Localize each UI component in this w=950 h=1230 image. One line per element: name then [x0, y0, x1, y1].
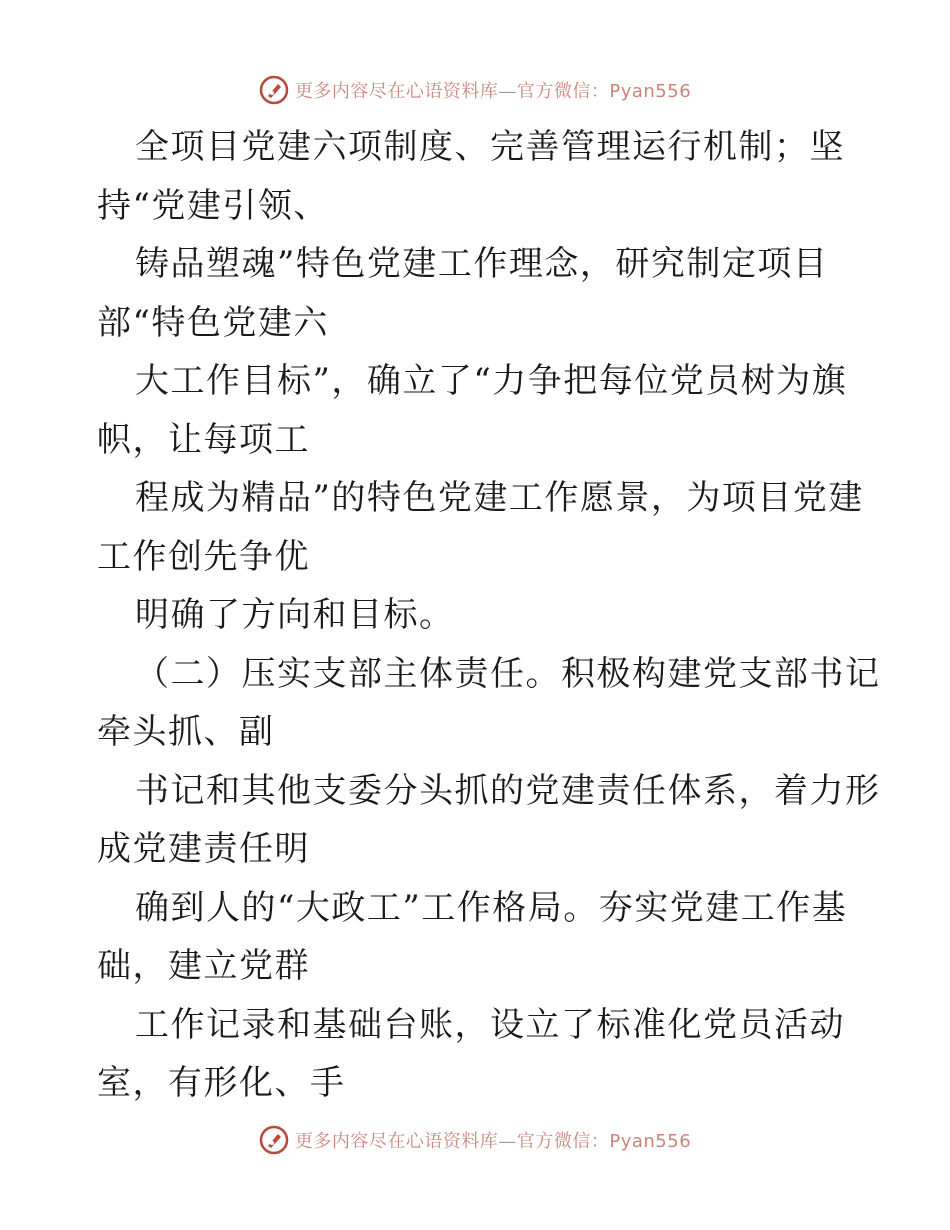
watermark-footer [0, 1120, 950, 1160]
document-body [97, 118, 881, 1113]
text-line: 全项目党建六项制度、完善管理运行机制；坚 [135, 127, 845, 167]
text-line: 牵头抓、副 [97, 712, 275, 752]
text-line: 工作记录和基础台账，设立了标准化党员活动 [135, 1004, 845, 1045]
pen-nib-logo-icon [259, 75, 289, 105]
text-line: 室，有形化、手 [97, 1063, 346, 1103]
pen-nib-logo-icon [259, 1125, 289, 1155]
text-line: 确到人的“大政工”工作格局。夯实党建工作基 [135, 887, 848, 928]
watermark-wechat-id: Pyan556 [609, 81, 692, 102]
watermark-text [295, 77, 691, 103]
text-line: 明确了方向和目标。 [135, 595, 455, 635]
text-line: 大工作目标”，确立了“力争把每位党员树为旗 [135, 361, 848, 401]
text-line: 程成为精品”的特色党建工作愿景，为项目党建 [135, 478, 864, 518]
watermark-wechat-id: Pyan556 [609, 1131, 692, 1152]
text-line: 部“特色党建六 [97, 302, 329, 343]
text-line: 成党建责任明 [97, 829, 310, 869]
text-line: 书记和其他支委分头抓的党建责任体系，着力形 [135, 770, 881, 811]
watermark-library: 更多内容尽在心语资料库 [294, 1131, 499, 1152]
watermark-text [295, 1127, 691, 1153]
text-line: 础，建立党群 [97, 946, 310, 986]
text-line: 铸品塑魂”特色党建工作理念，研究制定项目 [135, 244, 829, 284]
watermark-official: 官方微信： [516, 1131, 610, 1152]
text-line: 持“党建引领、 [97, 185, 329, 226]
watermark-separator: — [498, 1131, 517, 1152]
watermark-separator: — [498, 81, 517, 102]
text-line: 帜，让每项工 [97, 419, 310, 460]
watermark-header [0, 70, 950, 110]
watermark-library: 更多内容尽在心语资料库 [294, 81, 499, 102]
text-line: 工作创先争优 [97, 536, 310, 577]
watermark-official: 官方微信： [516, 81, 610, 102]
text-line: （二）压实支部主体责任。积极构建党支部书记 [135, 653, 881, 694]
